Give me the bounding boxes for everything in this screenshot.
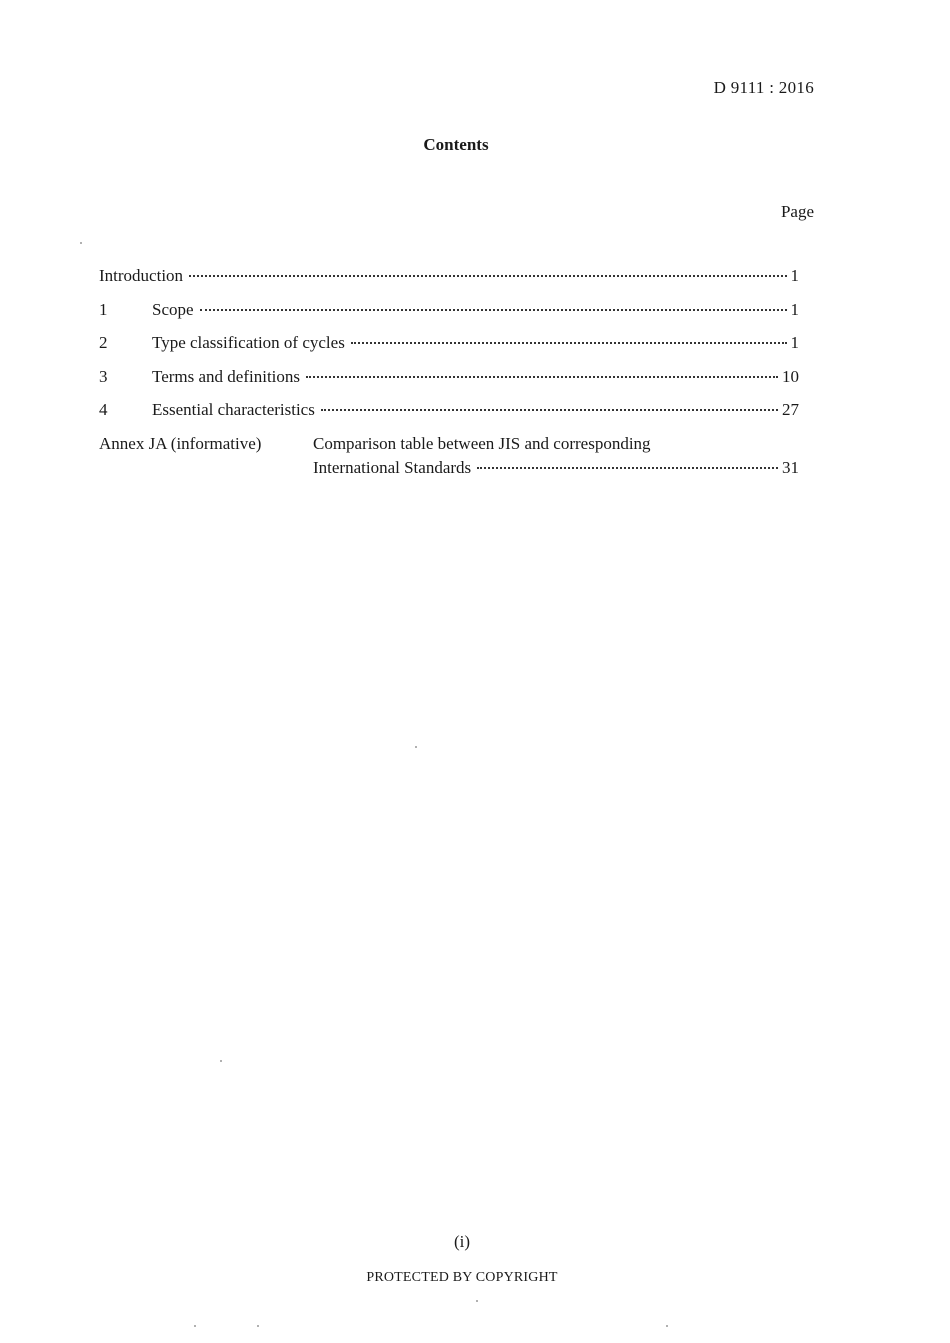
toc-entry-number: 2 bbox=[99, 333, 108, 353]
toc-entry-page: 27 bbox=[782, 400, 799, 420]
table-of-contents bbox=[99, 266, 799, 478]
toc-entry-number: 3 bbox=[99, 366, 108, 386]
footer-page-number: (i) bbox=[453, 1232, 471, 1251]
document-id: D 9111 : 2016 bbox=[713, 78, 814, 97]
scan-speck bbox=[220, 1060, 222, 1062]
toc-entry-number: 1 bbox=[99, 299, 108, 319]
copyright-notice: PROTECTED BY COPYRIGHT bbox=[366, 1270, 558, 1285]
leader-dots bbox=[189, 275, 786, 277]
scan-speck bbox=[257, 1325, 259, 1327]
page-column-label: Page bbox=[780, 202, 814, 221]
contents-title: Contents bbox=[423, 135, 489, 154]
toc-entry-title: Scope bbox=[152, 299, 194, 319]
annex-label: Annex JA (informative) bbox=[99, 433, 262, 453]
toc-entry-page: 1 bbox=[790, 333, 799, 353]
toc-entry-number: 4 bbox=[99, 400, 108, 420]
toc-entry-introduction[interactable] bbox=[99, 266, 799, 300]
leader-dots bbox=[200, 309, 787, 311]
toc-entry-page: 10 bbox=[782, 366, 799, 386]
annex-page: 31 bbox=[782, 457, 799, 477]
toc-entry-type-classification[interactable] bbox=[99, 333, 799, 367]
toc-entry-scope[interactable] bbox=[99, 300, 799, 334]
annex-title-line2: International Standards bbox=[313, 457, 472, 477]
toc-entry-page: 1 bbox=[790, 266, 799, 285]
scan-speck bbox=[415, 746, 417, 748]
leader-dots bbox=[351, 342, 787, 344]
scan-speck bbox=[194, 1325, 196, 1327]
toc-entry-page: 1 bbox=[790, 299, 799, 319]
scan-speck bbox=[80, 242, 82, 244]
toc-entry-annex-ja[interactable] bbox=[99, 434, 799, 478]
toc-entry-terms-definitions[interactable] bbox=[99, 367, 799, 401]
leader-dots bbox=[477, 467, 778, 469]
toc-entry-title: Essential characteristics bbox=[152, 400, 315, 420]
annex-title-line1: Comparison table between JIS and corresponding bbox=[313, 433, 651, 453]
annex-title-line2-row bbox=[313, 458, 799, 478]
leader-dots bbox=[321, 409, 778, 411]
leader-dots bbox=[306, 376, 778, 378]
toc-entry-title: Terms and definitions bbox=[152, 366, 301, 386]
toc-entry-title: Introduction bbox=[99, 266, 184, 285]
scan-speck bbox=[476, 1300, 478, 1302]
toc-entry-essential-characteristics[interactable] bbox=[99, 400, 799, 434]
scan-speck bbox=[666, 1325, 668, 1327]
toc-entry-title: Type classification of cycles bbox=[152, 333, 345, 353]
annex-body bbox=[313, 434, 799, 478]
